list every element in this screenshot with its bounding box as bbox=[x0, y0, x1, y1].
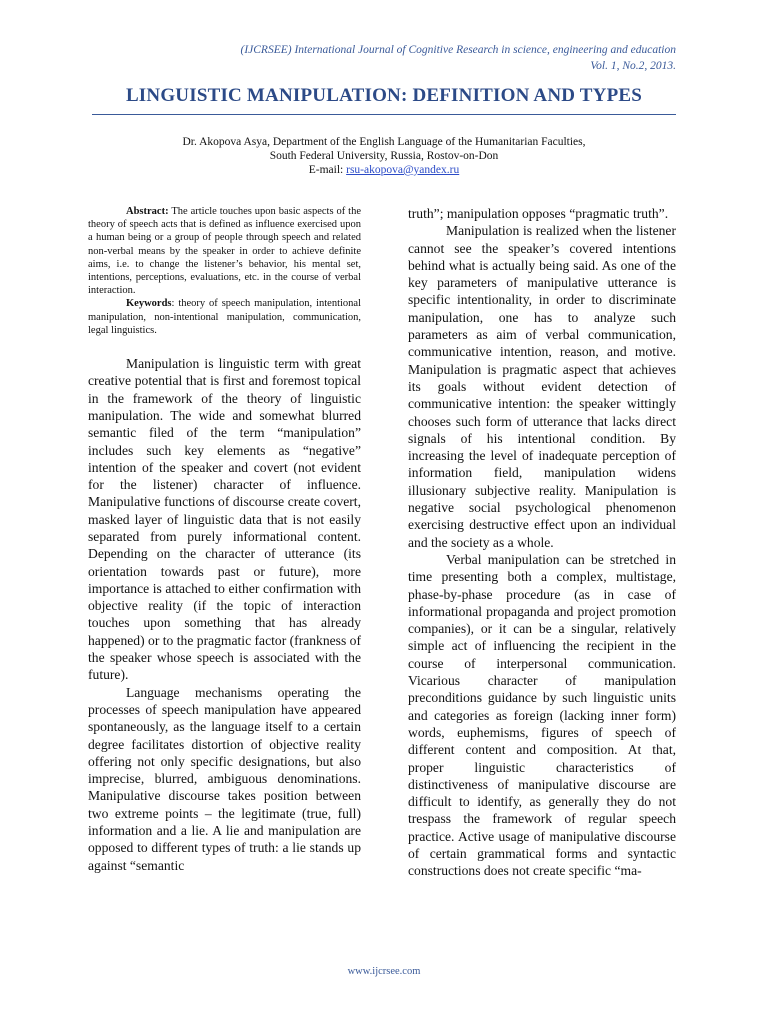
body-paragraph: Verbal manipulation can be stretched in time presenting both a complex, multistage, phase-by-phase procedure (as in case of informational propaganda and project promotion companies), or it can be a singular, relatively simple act of influencing the recipient in the course of interpersonal communication. Vicarious character of manipulation preconditions guidance by such linguistic units and categories as foreign (lacking inner form) words, euphemisms, figures of speech of different content and composition. At that, proper linguistic characteristics of distinctiveness of manipulative discourse are difficult to identify, as generally they do not trespass the framework of regular speech practice. Active usage of manipulative discourse of certain grammatical forms and syntactic constructions does not create specific “ma- bbox=[408, 551, 676, 879]
body-paragraph-continued: truth”; manipulation opposes “pragmatic truth”. bbox=[408, 206, 669, 221]
email-link[interactable]: rsu-akopova@yandex.ru bbox=[346, 164, 460, 176]
abstract-text: The article touches upon basic aspects of the theory of speech acts that is defined as influence exercised upon a human being or a group of people through speech and related non-verbal means by the speaker in order to achieve definite aims, i.e. to change the listener’s behavior, his mental set, intentions, perceptions, evaluations, etc. in the course of verbal interaction. bbox=[88, 206, 361, 297]
author-block bbox=[92, 135, 676, 177]
article-title: LINGUISTIC MANIPULATION: DEFINITION AND TYPES bbox=[125, 85, 643, 106]
right-body bbox=[408, 205, 676, 880]
left-body bbox=[88, 355, 361, 874]
abstract-block bbox=[88, 205, 361, 337]
footer-url[interactable]: www.ijcrsee.com bbox=[347, 966, 421, 977]
journal-header bbox=[240, 42, 676, 74]
keywords-text: : theory of speech manipulation, intentional manipulation, non-intentional manipulation, communication, legal linguistics. bbox=[88, 298, 361, 336]
abstract-label: Abstract: bbox=[126, 206, 169, 217]
author-email-line bbox=[92, 163, 676, 177]
journal-name: (IJCRSEE) International Journal of Cognitive Research in science, engineering and education bbox=[240, 44, 676, 56]
body-paragraph: Manipulation is realized when the listener cannot see the speaker’s covered intentions behind what is actually being said. As one of the key parameters of manipulative utterance is specific intentionality, in order to discriminate manipulation, one has to analyze such parameters as aim of verbal communication, communicative intention, reason, and motive. Manipulation is pragmatic aspect that achieves its goals without evident detection of communicative intention: the speaker wittingly chooses such form of utterance that lacks direct signals of his intentional condition. By increasing the level of inadequate perception of information field, manipulation widens illusionary subjective reality. Manipulation is negative social psychological phenomenon exercising destructive effect upon an individual and the society as a whole. bbox=[408, 223, 676, 550]
right-column bbox=[408, 205, 676, 880]
body-paragraph: Manipulation is linguistic term with great creative potential that is first and foremost topical in the framework of the theory of linguistic manipulation. The wide and somewhat blurred semantic filed of the term “manipulation” includes such key elements as “negative” intention of the speaker and covert (not evident for the listener) character of influence. Manipulative functions of discourse create covert, masked layer of linguistic data that is not easily separated from purely informational content. Depending on the character of utterance (its orientation towards past or future), more importance is attached to either confirmation with objective reality (if the topic of interaction touches upon something that has already happened) or to the pragmatic factor (frankness of the speaker whose speech is associated with the future). bbox=[88, 356, 361, 683]
title-divider bbox=[92, 114, 676, 115]
author-university: South Federal University, Russia, Rostov-on-Don bbox=[269, 150, 499, 162]
body-paragraph: Language mechanisms operating the processes of speech manipulation have appeared spontaneously, as the language itself to a certain degree facilitates distortion of objective reality offering not only specific designations, but also imprecise, blurred, ambiguous denominations. Manipulative discourse takes position between two extreme points – the legitimate (true, full) information and a lie. A lie and manipulation are opposed to different types of truth: a lie stands up against “semantic bbox=[88, 684, 361, 873]
abstract-paragraph bbox=[88, 205, 361, 297]
keywords-label: Keywords bbox=[126, 298, 172, 310]
journal-volume: Vol. 1, No.2, 2013. bbox=[590, 60, 676, 72]
left-column bbox=[88, 205, 361, 874]
author-affiliation: Dr. Akopova Asya, Department of the English Language of the Humanitarian Faculties, bbox=[182, 136, 586, 148]
email-label: E-mail: bbox=[308, 164, 347, 176]
keywords-paragraph bbox=[88, 297, 361, 337]
